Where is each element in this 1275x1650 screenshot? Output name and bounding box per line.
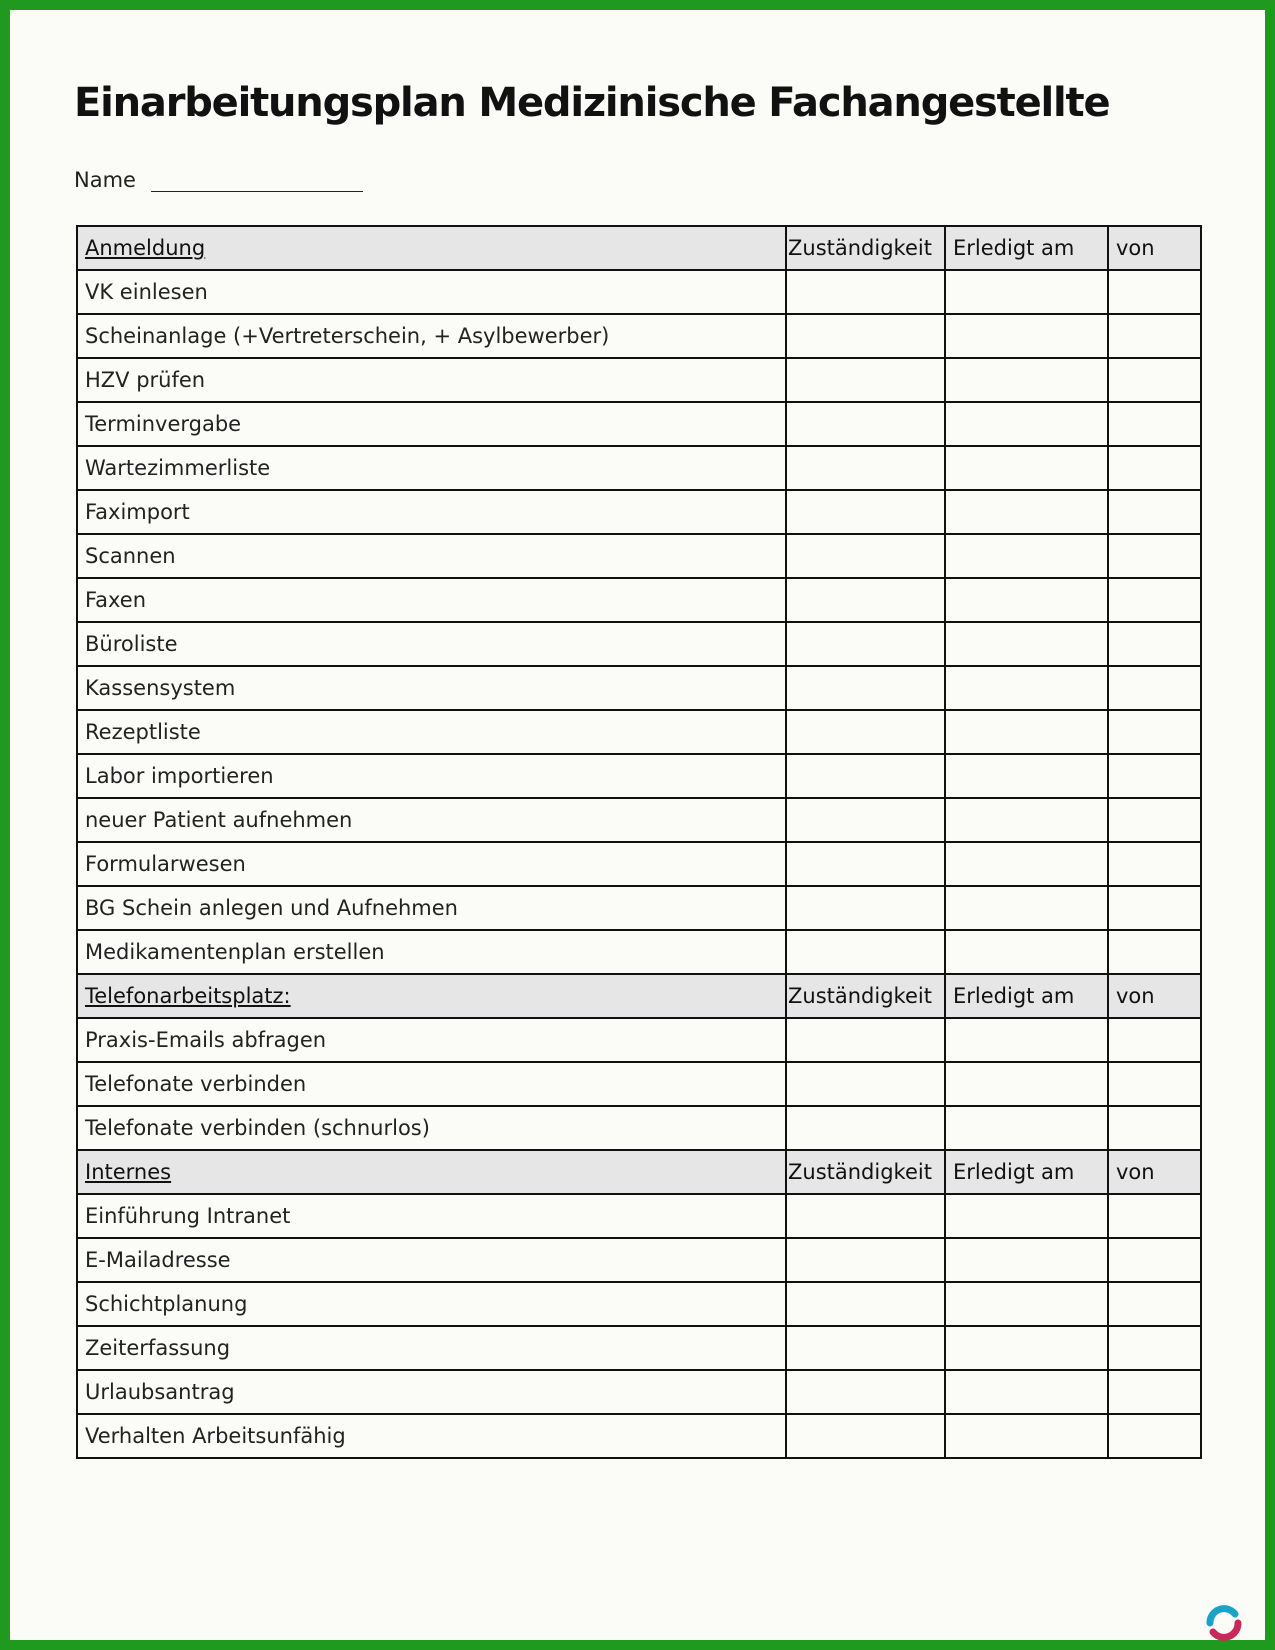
task-label: Zeiterfassung bbox=[77, 1326, 786, 1370]
done-on-cell[interactable] bbox=[945, 402, 1108, 446]
section-header-row bbox=[77, 974, 1201, 1018]
done-on-cell[interactable] bbox=[945, 754, 1108, 798]
done-on-cell[interactable] bbox=[945, 1370, 1108, 1414]
task-label: Faxen bbox=[77, 578, 786, 622]
table-row bbox=[77, 1106, 1201, 1150]
table-row bbox=[77, 1018, 1201, 1062]
table-row bbox=[77, 534, 1201, 578]
by-cell[interactable] bbox=[1108, 754, 1201, 798]
table-row bbox=[77, 446, 1201, 490]
column-header-responsibility: Zuständigkeit bbox=[786, 974, 945, 1018]
task-label: BG Schein anlegen und Aufnehmen bbox=[77, 886, 786, 930]
done-on-cell[interactable] bbox=[945, 666, 1108, 710]
table-row bbox=[77, 1370, 1201, 1414]
responsibility-cell[interactable] bbox=[786, 446, 945, 490]
section-header-row bbox=[77, 226, 1201, 270]
table-row bbox=[77, 886, 1201, 930]
by-cell[interactable] bbox=[1108, 1370, 1201, 1414]
table-row bbox=[77, 1282, 1201, 1326]
task-label: Labor importieren bbox=[77, 754, 786, 798]
document-title: Einarbeitungsplan Medizinische Fachangestellte bbox=[74, 80, 1110, 126]
responsibility-cell[interactable] bbox=[786, 666, 945, 710]
table-row bbox=[77, 358, 1201, 402]
responsibility-cell[interactable] bbox=[786, 754, 945, 798]
responsibility-cell[interactable] bbox=[786, 1414, 945, 1458]
table-row bbox=[77, 930, 1201, 974]
by-cell[interactable] bbox=[1108, 1194, 1201, 1238]
task-label: Schichtplanung bbox=[77, 1282, 786, 1326]
column-header-responsibility: Zuständigkeit bbox=[786, 1150, 945, 1194]
task-label: Wartezimmerliste bbox=[77, 446, 786, 490]
name-blank-line[interactable] bbox=[151, 169, 363, 192]
table-row bbox=[77, 1238, 1201, 1282]
by-cell[interactable] bbox=[1108, 930, 1201, 974]
by-cell[interactable] bbox=[1108, 402, 1201, 446]
task-label: Terminvergabe bbox=[77, 402, 786, 446]
responsibility-cell[interactable] bbox=[786, 886, 945, 930]
by-cell[interactable] bbox=[1108, 886, 1201, 930]
responsibility-cell[interactable] bbox=[786, 358, 945, 402]
by-cell[interactable] bbox=[1108, 578, 1201, 622]
task-label: Praxis-Emails abfragen bbox=[77, 1018, 786, 1062]
done-on-cell[interactable] bbox=[945, 930, 1108, 974]
task-label: Scannen bbox=[77, 534, 786, 578]
task-label: Urlaubsantrag bbox=[77, 1370, 786, 1414]
by-cell[interactable] bbox=[1108, 446, 1201, 490]
table-row bbox=[77, 314, 1201, 358]
done-on-cell[interactable] bbox=[945, 1238, 1108, 1282]
done-on-cell[interactable] bbox=[945, 1282, 1108, 1326]
by-cell[interactable] bbox=[1108, 534, 1201, 578]
table-row bbox=[77, 798, 1201, 842]
task-label: Kassensystem bbox=[77, 666, 786, 710]
responsibility-cell[interactable] bbox=[786, 1062, 945, 1106]
by-cell[interactable] bbox=[1108, 622, 1201, 666]
responsibility-cell[interactable] bbox=[786, 1326, 945, 1370]
section-heading: Anmeldung bbox=[77, 226, 786, 270]
task-label: Medikamentenplan erstellen bbox=[77, 930, 786, 974]
by-cell[interactable] bbox=[1108, 358, 1201, 402]
column-header-by: von bbox=[1108, 1150, 1201, 1194]
done-on-cell[interactable] bbox=[945, 490, 1108, 534]
table-row bbox=[77, 666, 1201, 710]
done-on-cell[interactable] bbox=[945, 1062, 1108, 1106]
by-cell[interactable] bbox=[1108, 1062, 1201, 1106]
done-on-cell[interactable] bbox=[945, 446, 1108, 490]
table-row bbox=[77, 1326, 1201, 1370]
done-on-cell[interactable] bbox=[945, 1326, 1108, 1370]
responsibility-cell[interactable] bbox=[786, 1018, 945, 1062]
table-row bbox=[77, 1414, 1201, 1458]
table-row bbox=[77, 710, 1201, 754]
task-label: Scheinanlage (+Vertreterschein, + Asylbewerber) bbox=[77, 314, 786, 358]
table-row bbox=[77, 842, 1201, 886]
responsibility-cell[interactable] bbox=[786, 710, 945, 754]
by-cell[interactable] bbox=[1108, 1018, 1201, 1062]
responsibility-cell[interactable] bbox=[786, 578, 945, 622]
section-header-row bbox=[77, 1150, 1201, 1194]
done-on-cell[interactable] bbox=[945, 622, 1108, 666]
done-on-cell[interactable] bbox=[945, 798, 1108, 842]
done-on-cell[interactable] bbox=[945, 1194, 1108, 1238]
task-label: Büroliste bbox=[77, 622, 786, 666]
task-label: Telefonate verbinden (schnurlos) bbox=[77, 1106, 786, 1150]
table-row bbox=[77, 578, 1201, 622]
by-cell[interactable] bbox=[1108, 1238, 1201, 1282]
table-row bbox=[77, 270, 1201, 314]
table-row bbox=[77, 1194, 1201, 1238]
responsibility-cell[interactable] bbox=[786, 1282, 945, 1326]
done-on-cell[interactable] bbox=[945, 534, 1108, 578]
column-header-responsibility: Zuständigkeit bbox=[786, 226, 945, 270]
responsibility-cell[interactable] bbox=[786, 1238, 945, 1282]
task-label: Rezeptliste bbox=[77, 710, 786, 754]
responsibility-cell[interactable] bbox=[786, 798, 945, 842]
by-cell[interactable] bbox=[1108, 1414, 1201, 1458]
table-row bbox=[77, 622, 1201, 666]
by-cell[interactable] bbox=[1108, 842, 1201, 886]
column-header-done-on: Erledigt am bbox=[945, 226, 1108, 270]
by-cell[interactable] bbox=[1108, 490, 1201, 534]
task-label: HZV prüfen bbox=[77, 358, 786, 402]
responsibility-cell[interactable] bbox=[786, 1106, 945, 1150]
section-heading: Telefonarbeitsplatz: bbox=[77, 974, 786, 1018]
done-on-cell[interactable] bbox=[945, 1106, 1108, 1150]
column-header-by: von bbox=[1108, 974, 1201, 1018]
by-cell[interactable] bbox=[1108, 314, 1201, 358]
name-field bbox=[74, 168, 363, 192]
responsibility-cell[interactable] bbox=[786, 1370, 945, 1414]
responsibility-cell[interactable] bbox=[786, 842, 945, 886]
table-row bbox=[77, 754, 1201, 798]
circular-arrows-logo-icon bbox=[1204, 1603, 1244, 1643]
task-label: neuer Patient aufnehmen bbox=[77, 798, 786, 842]
task-label: Faximport bbox=[77, 490, 786, 534]
table-row bbox=[77, 1062, 1201, 1106]
responsibility-cell[interactable] bbox=[786, 930, 945, 974]
responsibility-cell[interactable] bbox=[786, 314, 945, 358]
responsibility-cell[interactable] bbox=[786, 534, 945, 578]
column-header-by: von bbox=[1108, 226, 1201, 270]
by-cell[interactable] bbox=[1108, 666, 1201, 710]
done-on-cell[interactable] bbox=[945, 314, 1108, 358]
task-label: Verhalten Arbeitsunfähig bbox=[77, 1414, 786, 1458]
column-header-done-on: Erledigt am bbox=[945, 974, 1108, 1018]
section-heading: Internes bbox=[77, 1150, 786, 1194]
onboarding-table bbox=[76, 225, 1202, 1459]
task-label: VK einlesen bbox=[77, 270, 786, 314]
responsibility-cell[interactable] bbox=[786, 402, 945, 446]
done-on-cell[interactable] bbox=[945, 1018, 1108, 1062]
done-on-cell[interactable] bbox=[945, 710, 1108, 754]
task-label: E-Mailadresse bbox=[77, 1238, 786, 1282]
responsibility-cell[interactable] bbox=[786, 270, 945, 314]
done-on-cell[interactable] bbox=[945, 886, 1108, 930]
by-cell[interactable] bbox=[1108, 1326, 1201, 1370]
by-cell[interactable] bbox=[1108, 1106, 1201, 1150]
responsibility-cell[interactable] bbox=[786, 1194, 945, 1238]
table-row bbox=[77, 402, 1201, 446]
done-on-cell[interactable] bbox=[945, 270, 1108, 314]
task-label: Formularwesen bbox=[77, 842, 786, 886]
by-cell[interactable] bbox=[1108, 1282, 1201, 1326]
done-on-cell[interactable] bbox=[945, 842, 1108, 886]
done-on-cell[interactable] bbox=[945, 358, 1108, 402]
by-cell[interactable] bbox=[1108, 270, 1201, 314]
responsibility-cell[interactable] bbox=[786, 622, 945, 666]
responsibility-cell[interactable] bbox=[786, 490, 945, 534]
name-label: Name bbox=[74, 168, 136, 192]
by-cell[interactable] bbox=[1108, 798, 1201, 842]
onboarding-table-body bbox=[77, 226, 1201, 1458]
done-on-cell[interactable] bbox=[945, 578, 1108, 622]
column-header-done-on: Erledigt am bbox=[945, 1150, 1108, 1194]
task-label: Einführung Intranet bbox=[77, 1194, 786, 1238]
done-on-cell[interactable] bbox=[945, 1414, 1108, 1458]
by-cell[interactable] bbox=[1108, 710, 1201, 754]
table-row bbox=[77, 490, 1201, 534]
task-label: Telefonate verbinden bbox=[77, 1062, 786, 1106]
